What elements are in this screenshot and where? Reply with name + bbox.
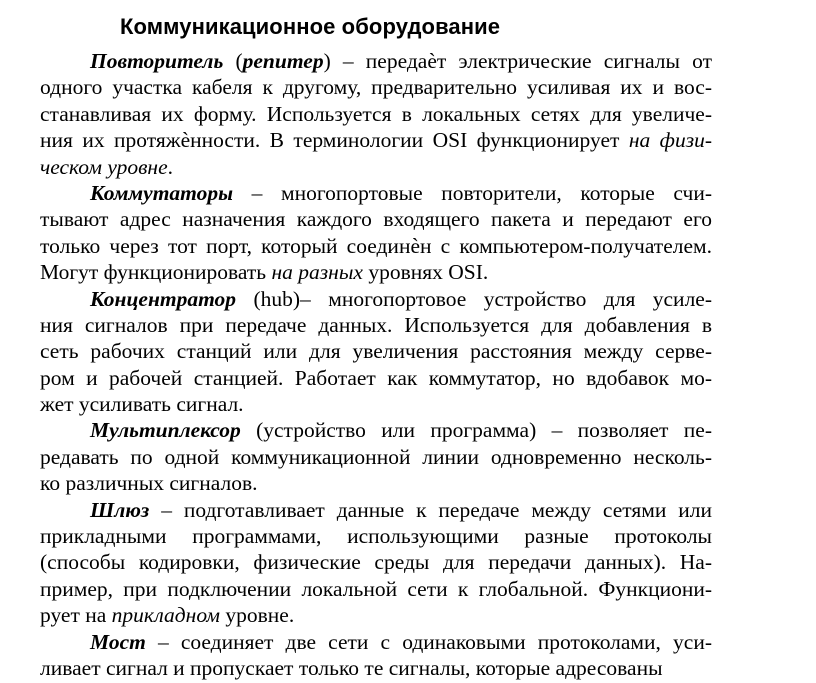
text-run: ния сигналов при передаче данных. Используется для добавления в [40,312,712,337]
text-run: редавать по одной коммуникационной линии одновременно несколь- [40,444,712,469]
text-line [40,338,712,364]
paragraph [40,497,712,629]
term: Концентратор [90,286,237,311]
text-run: (устройство или программа) – позволяет пе- [240,418,712,443]
text-line [40,286,712,312]
text-run: уровнях OSI. [362,260,489,285]
paragraph [40,417,712,496]
text-line [40,444,712,470]
text-line [40,101,712,127]
text-line [40,602,712,628]
text-line [40,312,712,338]
page-title: Коммуникационное оборудование [120,14,501,39]
text-line [40,549,712,575]
text-line [40,629,712,655]
text-run: ( [223,49,243,73]
text-run: уровне. [220,603,295,628]
text-run: одного участка кабеля к другому, предварительно усиливая их и вос- [40,75,712,100]
text-line [40,206,712,232]
text-line [40,233,712,259]
text-run: жет усиливать сигнал. [40,392,244,417]
text-run: ром и рабочей станцией. Работает как коммутатор, но вдобавок мо- [40,365,712,390]
text-run: станавливая их форму. Используется в локальных сетях для увеличе- [40,101,712,126]
text-run: только через тот порт, который соединѐн с компьютером-получателем. [40,233,712,258]
text-run: – подготавливает данные к передаче между сетями или [149,497,712,522]
emphasis: прикладном [111,603,220,628]
emphasis: на разных [271,260,363,285]
text-run: ния их протяжѐнности. В терминологии OSI функционирует [40,128,629,153]
text-run: ) – передаѐт электрические сигналы от [323,49,712,73]
emphasis: на физи- [628,128,712,153]
text-run: – соединяет две сети с одинаковыми протоколами, уси- [145,629,712,654]
text-run: тывают адрес назначения каждого входящего пакета и передают его [40,207,712,232]
text-run: – многопортовые повторители, которые счи- [233,180,712,205]
text-line [40,655,712,681]
term: Повторитель [90,49,224,73]
paragraph [40,180,712,286]
term: репитер [242,49,324,73]
text-run: (hub)– многопортовое устройство для усиле- [236,286,712,311]
paragraph [40,629,712,682]
text-run: Могут функционировать [40,260,272,285]
text-line [40,391,712,417]
text-line [40,470,712,496]
text-line [40,576,712,602]
text-line [40,154,712,180]
text-run: рует на [40,603,112,628]
term: Мультиплексор [90,418,241,443]
text-line [40,48,712,74]
text-line [40,127,712,153]
document-body [40,48,712,681]
text-line [40,180,712,206]
term: Шлюз [90,497,150,522]
text-run: сеть рабочих станций или для увеличения расстояния между серве- [40,339,712,364]
text-line [40,523,712,549]
paragraph [40,48,712,180]
text-run: пример, при подключении локальной сети к глобальной. Функциони- [40,576,712,601]
emphasis: ческом уровне [40,154,168,179]
text-line [40,497,712,523]
text-run: ливает сигнал и пропускает только те сигналы, которые адресованы [40,655,663,680]
text-line [40,417,712,443]
text-run: ко различных сигналов. [40,471,258,496]
text-run: прикладными программами, использующими разные протоколы [40,524,712,549]
text-line [40,259,712,285]
term: Мост [90,629,146,654]
text-run: . [167,154,173,179]
paragraph [40,286,712,418]
text-run: (способы кодировки, физические среды для передачи данных). На- [40,550,712,575]
term: Коммутаторы [90,180,234,205]
text-line [40,74,712,100]
text-line [40,365,712,391]
